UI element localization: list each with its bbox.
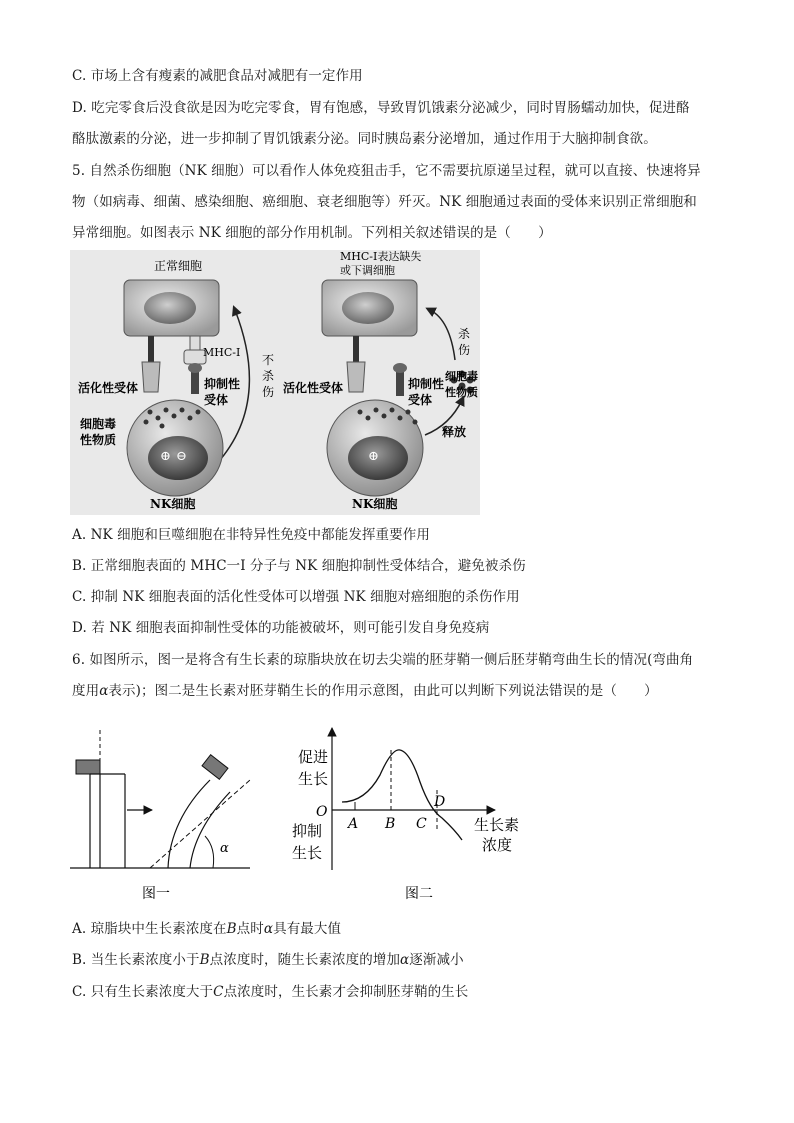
label-cytotoxic2-1: 细胞毒 [445,370,478,383]
label-abnormal-1: MHC-Ⅰ表达缺失 [340,250,422,263]
label-xaxis-1: 生长素 [474,816,520,834]
label-inhibit-2: 生长 [292,844,323,862]
label-nk-cell-2: NK细胞 [352,497,398,511]
label-activating-receptor-2: 活化性受体 [283,381,344,395]
label-normal-cell: 正常细胞 [154,259,203,273]
label-activating-receptor: 活化性受体 [78,381,139,395]
option-a-q5: A. NK 细胞和巨噬细胞在非特异性免疫中都能发挥重要作用 [72,527,430,543]
label-inhibit-1: 抑制 [292,822,323,840]
question5-line2: 物（如病毒、细菌、感染细胞、癌细胞、衰老细胞等）歼灭。NK 细胞通过表面的受体来识别正常细胞和 [72,194,697,210]
label-point-b: B [385,816,396,832]
abnormal-cell-nucleus [342,292,394,324]
label-no-kill-1: 不 [262,353,275,367]
label-figure-one: 图一 [142,886,170,902]
label-point-a: A [348,816,359,832]
question5-line1: 5. 自然杀伤细胞（NK 细胞）可以看作人体免疫狙击手，它不需要抗原递呈过程，就可以直接、快速将异 [72,163,701,179]
label-inhibitory-2-2: 受体 [408,393,433,407]
option-a-q6: A. 琼脂块中生长素浓度在B点时α具有最大值 [72,921,342,937]
question5-line3: 异常细胞。如图表示 NK 细胞的部分作用机制。下列相关叙述错误的是（ ） [72,225,552,241]
ligand-stalk [148,336,154,364]
agar-block [76,760,100,774]
label-cytotoxic-1: 细胞毒 [80,417,117,431]
label-cytotoxic2-2: 性物质 [445,386,478,399]
label-no-kill-2: 杀 [262,369,275,383]
label-release: 释放 [442,425,467,439]
label-mhc: MHC-Ⅰ [203,346,241,359]
label-nk-cell: NK细胞 [150,497,196,511]
plus-sign: ⊕ [160,449,171,464]
label-inhibitory-2: 受体 [204,393,229,407]
option-c-q6: C. 只有生长素浓度大于C点浓度时，生长素才会抑制胚芽鞘的生长 [72,984,469,1000]
label-inhibitory-1: 抑制性 [204,377,241,391]
activating-receptor-2 [347,362,365,392]
label-point-c: C [416,816,427,832]
option-b-q6: B. 当生长素浓度小于B点浓度时，随生长素浓度的增加α逐渐减小 [72,952,464,968]
label-origin: O [316,804,328,820]
option-d-q5: D. 若 NK 细胞表面抑制性受体的功能被破坏，则可能引发自身免疫病 [72,620,490,636]
label-xaxis-2: 浓度 [482,836,513,854]
label-kill-2: 伤 [458,343,471,357]
figure-two [292,728,519,902]
option-c-q5: C. 抑制 NK 细胞表面的活化性受体可以增强 NK 细胞对癌细胞的杀伤作用 [72,589,520,605]
label-inhibitory-2-1: 抑制性 [408,377,445,391]
label-promote-2: 生长 [298,770,329,788]
label-kill-1: 杀 [458,327,471,341]
label-promote-1: 促进 [298,748,329,766]
label-no-kill-3: 伤 [262,385,275,399]
label-alpha: α [220,841,229,856]
option-d-prev-line1: D. 吃完零食后没食欲是因为吃完零食，胃有饱感，导致胃饥饿素分泌减少，同时胃肠蠕动加快，促进酪 [72,100,690,116]
auxin-figure [70,720,550,910]
label-point-d: D [434,794,446,810]
minus-sign: ⊖ [176,449,187,464]
normal-cell-nucleus [144,292,196,324]
option-b-q5: B. 正常细胞表面的 MHC一I 分子与 NK 细胞抑制性受体结合，避免被杀伤 [72,558,526,574]
plus-sign-2: ⊕ [368,449,379,464]
activating-receptor [142,362,160,392]
label-cytotoxic-2: 性物质 [80,433,117,447]
agar-block-bent [202,755,228,780]
question6-line2: 度用α表示)；图二是生长素对胚芽鞘生长的作用示意图，由此可以判断下列说法错误的是（ ） [72,683,658,699]
label-figure-two: 图二 [405,886,433,902]
option-c-prev: C. 市场上含有瘦素的减肥食品对减肥有一定作用 [72,68,363,84]
nk-cell-figure [70,250,480,515]
figure-one [70,730,250,902]
option-d-prev-line2: 酪肽激素的分泌，进一步抑制了胃饥饿素分泌。同时胰岛素分泌增加，通过作用于大脑抑制食欲。 [72,131,657,147]
label-abnormal-2: 或下调细胞 [340,264,395,277]
question6-line1: 6. 如图所示，图一是将含有生长素的琼脂块放在切去尖端的胚芽鞘一侧后胚芽鞘弯曲生长的情况(弯曲角 [72,652,694,668]
